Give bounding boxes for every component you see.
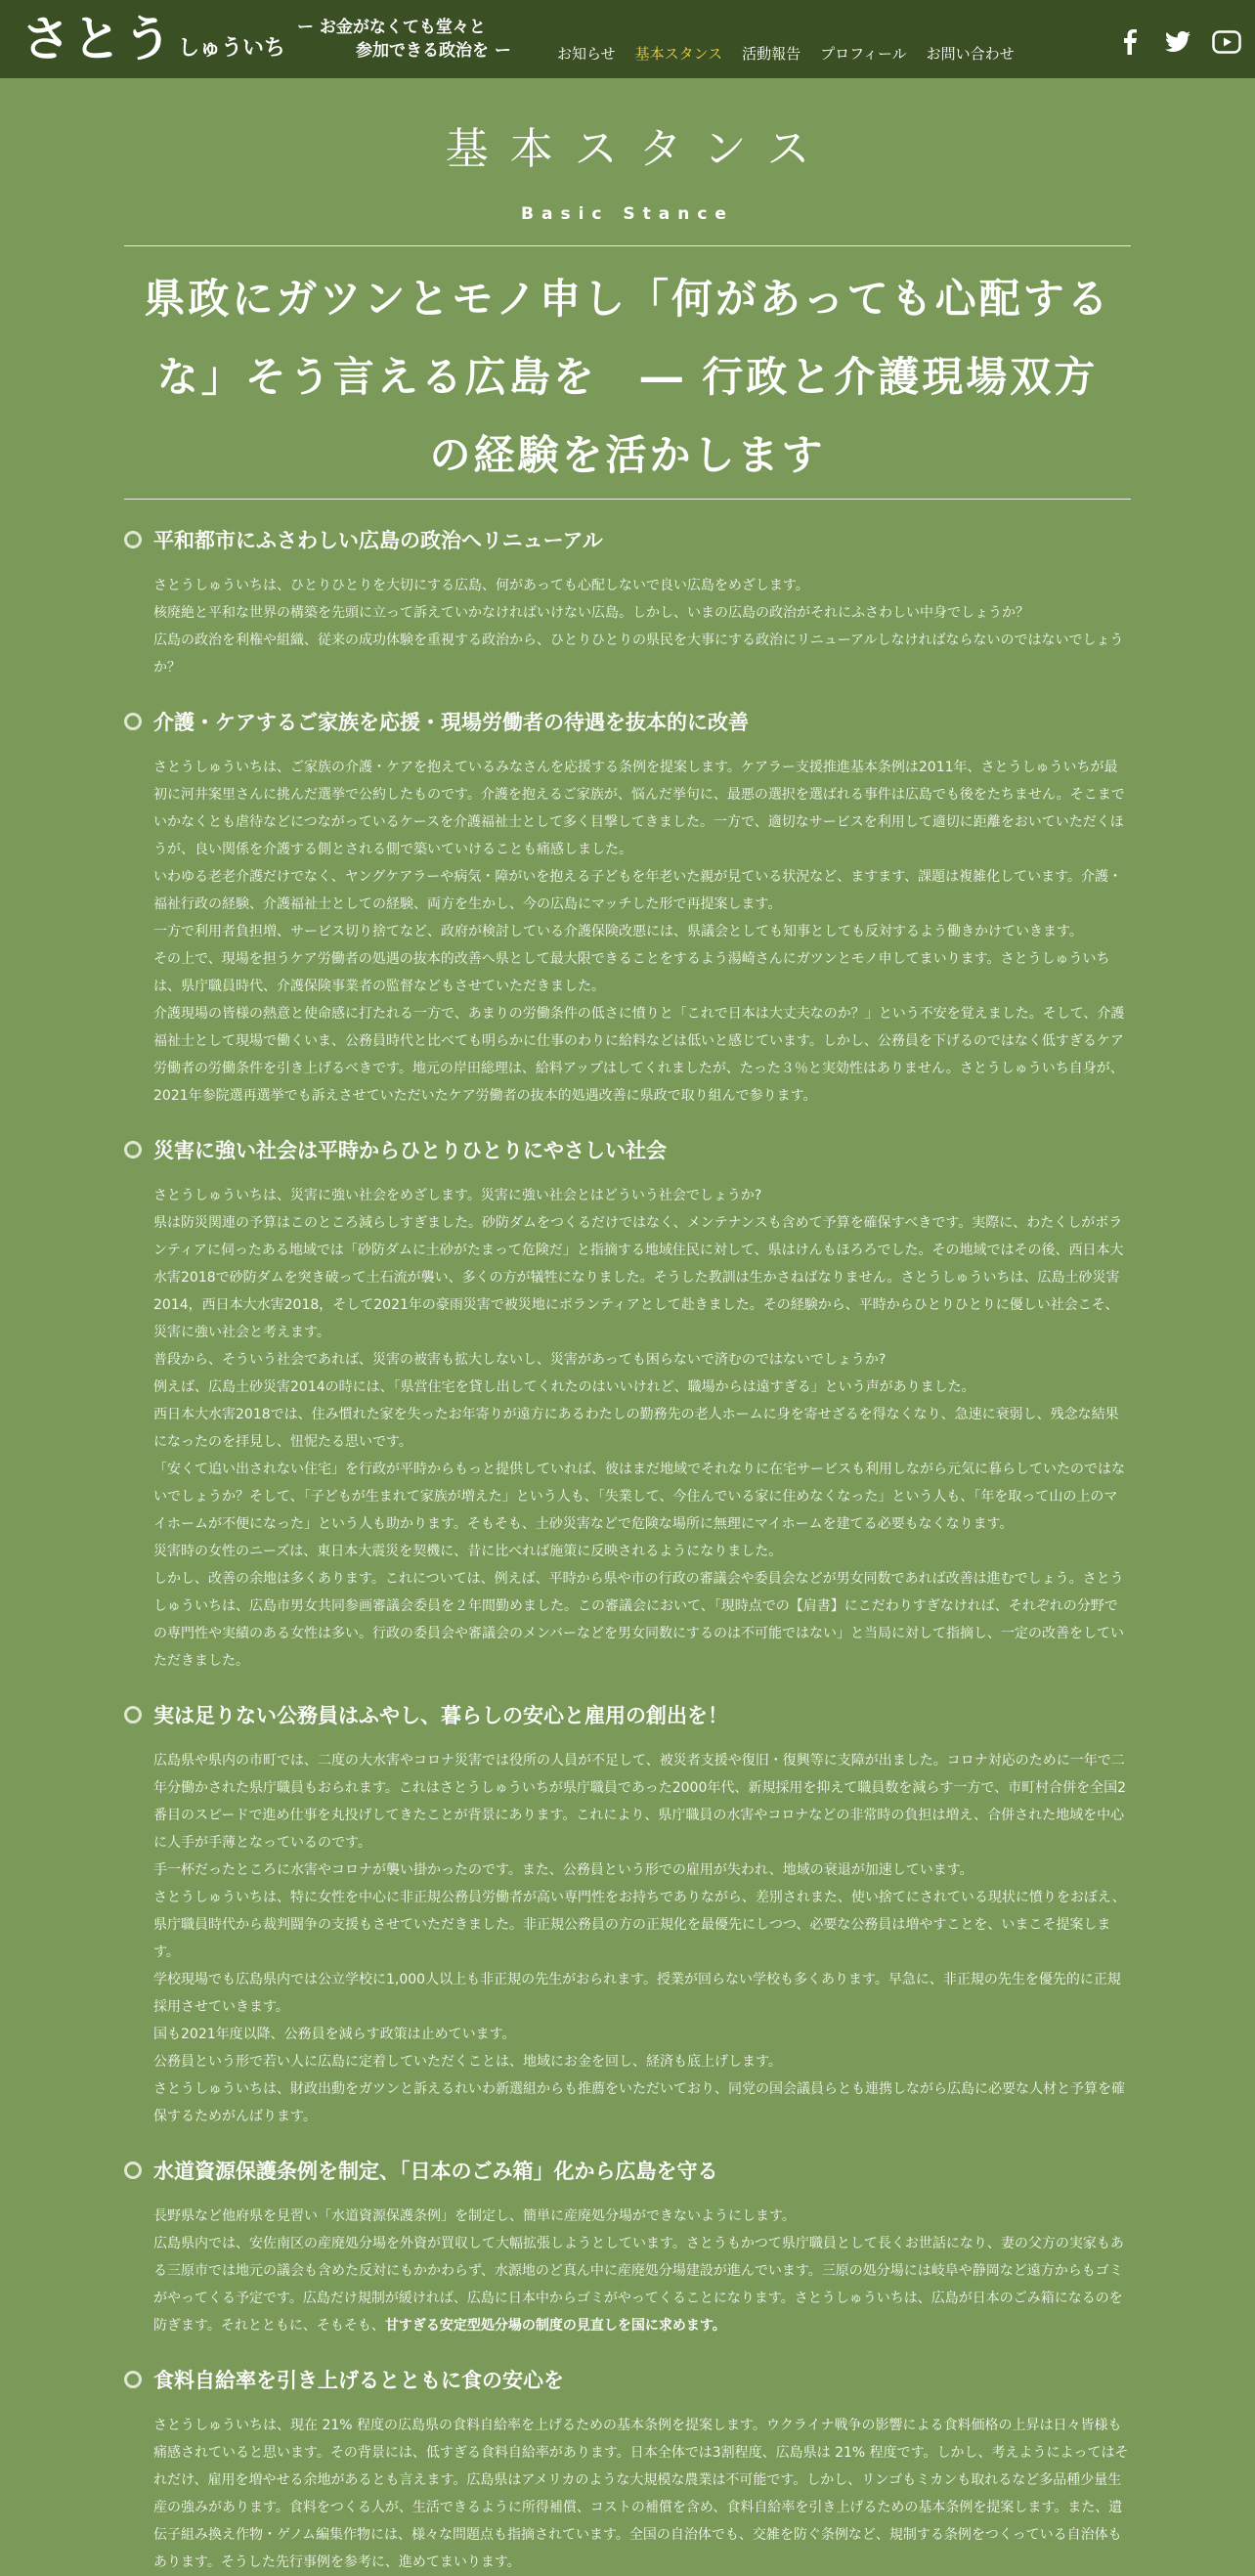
section-paragraph [153,1966,1131,2021]
section-body [153,754,1131,1110]
section-heading-text: 食料自給率を引き上げるとともに食の安心を [153,2369,564,2393]
paragraph-text: 例えば、広島土砂災害2014の時には、「県営住宅を貸し出してくれたのはいいけれど、職場からは遠すぎる」という声がありました。 [153,1379,975,1396]
nav-news[interactable]: お知らせ [557,45,616,63]
paragraph-text: しかし、改善の余地は多くあります。これについては、例えば、平時から県や市の行政の審議会や委員会などが男女同数であれば改善は進むでしょう。さとうしゅういちは、広島市男女共同参画審議会委員を２年間勤めました。この審議会において、「現時点での【肩書】にこだわりすぎなければ、それぞれの分野での専門性や実績のある女性は多い。行政の委員会や審議会のメンバーなどを男女同数にするのは不可能ではない」と当局に対して指摘し、一定の改善をしていただきました。 [153,1571,1125,1670]
paragraph-text: 広島県や県内の市町では、二度の大水害やコロナ災害では役所の人員が不足して、被災者支援や復旧・復興等に支障が出ました。コロナ対応のために一年で二年分働かされた県庁職員もおられます。これはさとうしゅういちが県庁職員であった2000年代、新規採用を抑えて職員数を減らす一方で、市町村合併を全国2番目のスピードで進め仕事を丸投げしてきたことが背景にあります。これにより、県庁職員の水害やコロナなどの非常時の負担は増え、合併された地域を中心に人手が手薄となっているのです。 [153,1753,1126,1852]
section-body [153,1747,1131,2130]
section-body [153,572,1131,681]
paragraph-text: 手一杯だったところに水害やコロナが襲い掛かったのです。また、公務員という形での雇用が失われ、地域の衰退が加速しています。 [153,1862,974,1879]
section-paragraph [153,1000,1131,1110]
section-paragraph [153,2048,1131,2075]
paragraph-text: 一方で利用者負担増、サービス切り捨てなど、政府が検討している介護保険改悪には、県議会としても知事としても反対するよう働きかけていきます。 [153,924,1083,940]
paragraph-text: その上で、現場を担うケア労働者の処遇の抜本的改善へ県として最大限できることをするよう湯崎さんにガツンとモノ申してまいります。さとうしゅういちは、県庁職員時代、介護保険事業者の監督などもさせていただきました。 [153,951,1110,995]
circle-bullet-icon [124,531,142,548]
section-heading [124,2365,1131,2394]
section-heading [124,525,1131,554]
section-body [153,1182,1131,1675]
section-paragraph [153,572,1131,599]
facebook-icon[interactable] [1114,27,1144,57]
nav-activity-report[interactable]: 活動報告 [742,45,801,63]
slogan-line-1: ー お金がなくても堂々と [297,18,486,37]
circle-bullet-icon [124,1706,142,1724]
policy-section [124,707,1131,1110]
slogan-line-2: 参加できる政治を ー [356,41,511,61]
section-paragraph [153,2203,1131,2230]
policy-section [124,525,1131,681]
section-heading [124,2156,1131,2185]
paragraph-text: 西日本大水害2018では、住み慣れた家を失ったお年寄りが遠方にあるわたしの勤務先の老人ホームに身を寄せざるを得なくなり、急速に衰弱し、残念な結果になったのを拝見し、忸怩たる思いです。 [153,1407,1119,1451]
section-paragraph [153,599,1131,627]
section-heading [124,1700,1131,1729]
circle-bullet-icon [124,2161,142,2179]
logo-sub-text: しゅういち [178,35,286,61]
section-paragraph [153,2230,1131,2339]
paragraph-text: 公務員という形で若い人に広島に定着していただくことは、地域にお金を回し、経済も底上げします。 [153,2054,782,2071]
section-heading [124,707,1131,736]
section-paragraph [153,627,1131,681]
section-paragraph [153,2075,1131,2130]
section-heading-text: 実は足りない公務員はふやし、暮らしの安心と雇用の創出を！ [153,1704,728,1728]
circle-bullet-icon [124,2371,142,2388]
paragraph-text: 国も2021年度以降、公務員を減らす政策は止めています。 [153,2027,516,2043]
section-paragraph [153,1456,1131,1538]
paragraph-text: いわゆる老老介護だけでなく、ヤングケアラーや病気・障がいを抱える子どもを年老いた親が見ている状況など、ますます、課題は複雑化しています。介護・福祉行政の経験、介護福祉士としての経験、両方を生かし、今の広島にマッチした形で再提案します。 [153,869,1123,913]
paragraph-text: 学校現場でも広島県内では公立学校に1,000人以上も非正規の先生がおられます。授業が回らない学校も多くあります。早急に、非正規の先生を優先的に正規採用させていきます。 [153,1972,1121,2016]
main-content [124,113,1131,2576]
section-heading [124,1135,1131,1164]
paragraph-text: さとうしゅういちは、現在 21% 程度の広島県の食料自給率を上げるための基本条例を提案します。ウクライナ戦争の影響による食料価格の上昇は日々皆様も痛感されていると思います。その背景には、低すぎる食料自給率があります。日本全体では3割程度、広島県は 21% 程度です。しかし、考えようによってはそれだけ、雇用を増やせる余地があるとも言えます。広島県はアメリカのような大規模な農業は不可能です。しかし、リンゴもミカンも取れるなど多品種少量生産の強みがあります。食料をつくる人が、生活できるように所得補償、コストの補償を含め、食料自給率を引き上げるための基本条例を提案します。また、遺伝子組み換え作物・ゲノム編集作物には、様々な問題点も指摘されています。全国の自治体でも、交雑を防ぐ条例など、規制する条例をつくっている自治体もあります。そうした先行事例を参考に、進めてまいります。 [153,2418,1129,2571]
paragraph-text: 核廃絶と平和な世界の構築を先頭に立って訴えていかなければいけない広島。しかし、いまの広島の政治がそれにふさわしい中身でしょうか？ [153,605,1029,622]
logo-slogan [297,16,511,63]
policy-section [124,2365,1131,2576]
section-paragraph [153,1209,1131,1346]
circle-bullet-icon [124,1141,142,1158]
nav-profile[interactable]: プロフィール [820,45,907,63]
section-paragraph [153,2021,1131,2048]
section-body [153,2412,1131,2576]
section-heading-text: 介護・ケアするご家族を応援・現場労働者の待遇を抜本的に改善 [153,711,749,735]
section-heading-text: 災害に強い社会は平時からひとりひとりにやさしい社会 [153,1139,667,1163]
section-paragraph [153,863,1131,918]
circle-bullet-icon [124,713,142,730]
paragraph-text: 「安くて追い出されない住宅」を行政が平時からもっと提供していれば、彼はまだ地域でそれなりに在宅サービスも利用しながら元気に暮らしていたのではないでしょうか？そして、「子どもが生まれて家族が増えた」という人も、「失業して、今住んでいる家に住めなくなった」という人も、「年を取って山の上のマイホームが不便になった」という人も助かります。そもそも、土砂災害などで危険な場所に無理にマイホームを建てる必要もなくなります。 [153,1462,1125,1533]
paragraph-text: さとうしゅういちは、ご家族の介護・ケアを抱えているみなさんを応援する条例を提案します。ケアラー支援推進基本条例は2011年、さとうしゅういちが最初に河井案里さんに挑んだ選挙で公約したものです。介護を抱えるご家族が、悩んだ挙句に、最悪の選択を選ばれる事件は広島でも後をたちません。そこまでいかなくとも虐待などにつながっているケースを介護福祉士として多く目撃してきました。一方で、適切なサービスを利用して適切に距離をおいていただくほうが、良い関係を介護する側とされる側で築いていけることも痛感しました。 [153,760,1125,858]
section-paragraph [153,1346,1131,1374]
section-paragraph [153,1884,1131,1966]
paragraph-text: 普段から、そういう社会であれば、災害の被害も拡大しないし、災害があっても困らないで済むのではないでしょうか? [153,1352,887,1369]
page-title: 基本スタンス [445,124,832,174]
section-paragraph [153,754,1131,863]
paragraph-text: 長野県など他府県を見習い「水道資源保護条例」を制定し、簡単に産廃処分場ができないようにします。 [153,2208,796,2225]
paragraph-text: 介護現場の皆様の熱意と使命感に打たれる一方で、あまりの労働条件の低さに憤りと「これで日本は大丈夫なのか？」という不安を覚えました。そして、介護福祉士として現場で働くいま、公務員時代と比べても明らかに仕事のわりに給料などは低いと感じています。しかし、公務員を下げるのではなく低すぎるケア労働者の労働条件を引き上げるべきです。地元の岸田総理は、給料アップはしてくれましたが、たった３％と実効性はありません。さとうしゅういち自身が、2021年参院選再選挙でも訴えさせていただいたケア労働者の抜本的処遇改善に県政で取り組んで参ります。 [153,1006,1125,1105]
section-paragraph [153,918,1131,945]
section-paragraph [153,1401,1131,1456]
section-paragraph [153,1182,1131,1209]
paragraph-text: さとうしゅういちは、財政出動をガツンと訴えるれいわ新選組からも推薦をいただいており、同党の国会議員らとも連携しながら広島に必要な人材と予算を確保するためがんばります。 [153,2081,1125,2125]
paragraph-text: 広島県内では、安佐南区の産廃処分場を外資が買収して大幅拡張しようとしています。さとうもかつて県庁職員として長くお世話になり、妻の父方の実家もある三原市では地元の議会も含めた反対にもかかわらず、水源地のど真ん中に産廃処分場建設が進んでいます。三原の処分場には岐阜や静岡など遠方からもゴミがやってくる予定です。広島だけ規制が緩ければ、広島に日本中からゴミがやってくることになります。さとうしゅういちは、広島が日本のごみ箱になるのを防ぎます。それとともに、そもそも、 [153,2236,1124,2335]
logo-main-text: さとう [22,11,174,67]
paragraph-text: さとうしゅういちは、特に女性を中心に非正規公務員労働者が高い専門性をお持ちでありながら、差別されまた、使い捨てにされている現状に憤りをおぼえ、県庁職員時代から裁判闘争の支援もさせていただきました。非正規公務員の方の正規化を最優先にしつつ、必要な公務員は増やすことを、いまこそ提案します。 [153,1890,1126,1961]
section-paragraph [153,1538,1131,1565]
social-links [1114,27,1241,57]
section-heading-text: 水道資源保護条例を制定、「日本のごみ箱」化から広島を守る [153,2160,718,2184]
headline: 県政にガツンとモノ申し「何があっても心配するな」そう言える広島を ― 行政と介護現場双方の経験を活かします [144,275,1111,480]
main-nav [557,43,1015,64]
paragraph-text: 広島の政治を利権や組織、従来の成功体験を重視する政治から、ひとりひとりの県民を大事にする政治にリニューアルしなければならないのではないでしょうか？ [153,633,1124,677]
site-header [0,0,1255,78]
nav-basic-stance[interactable]: 基本スタンス [634,45,723,63]
paragraph-text: さとうしゅういちは、災害に強い社会をめざします。災害に強い社会とはどういう社会でしょうか? [153,1188,762,1204]
headline-divider [124,499,1131,500]
policy-section [124,2156,1131,2339]
section-paragraph [153,1747,1131,1856]
section-body [153,2203,1131,2339]
paragraph-text: 災害時の女性のニーズは、東日本大震災を契機に、昔に比べれば施策に反映されるようになりました。 [153,1544,783,1560]
youtube-icon[interactable] [1212,27,1241,57]
section-paragraph [153,1374,1131,1401]
section-paragraph [153,945,1131,1000]
section-paragraph [153,2412,1131,2576]
section-paragraph [153,1856,1131,1884]
policy-section [124,1135,1131,1675]
site-logo[interactable] [22,11,511,67]
policy-sections [124,525,1131,2576]
policy-section [124,1700,1131,2130]
nav-contact[interactable]: お問い合わせ [926,45,1015,63]
section-paragraph [153,1565,1131,1675]
paragraph-text: 県は防災関連の予算はこのところ減らしすぎました。砂防ダムをつくるだけではなく、メンテナンスも含めて予算を確保すべきです。実際に、わたくしがボランティアに伺ったある地域では「砂防ダムに土砂がたまって危険だ」と指摘する地域住民に対して、県はけんもほろろでした。その地域ではその後、西日本大水害2018で砂防ダムを突き破って土石流が襲い、多くの方が犠牲になりました。そうした教訓は生かさねばなりません。さとうしゅういちは、広島土砂災害2014，西日本大水害2018，そして2021年の豪雨災害で被災地にボランティアとして赴きました。その経験から、平時からひとりひとりに優しい社会こそ、災害に強い社会と考えます。 [153,1215,1124,1341]
section-heading-text: 平和都市にふさわしい広島の政治へリニューアル [153,529,603,553]
title-divider [124,245,1131,246]
twitter-icon[interactable] [1163,27,1192,57]
paragraph-text: さとうしゅういちは、ひとりひとりを大切にする広島、何があっても心配しないで良い広島をめざします。 [153,578,809,594]
page-subtitle: Basic Stance [521,204,734,225]
emphasis-text: 甘すぎる安定型処分場の制度の見直しを国に求めます。 [384,2318,726,2335]
